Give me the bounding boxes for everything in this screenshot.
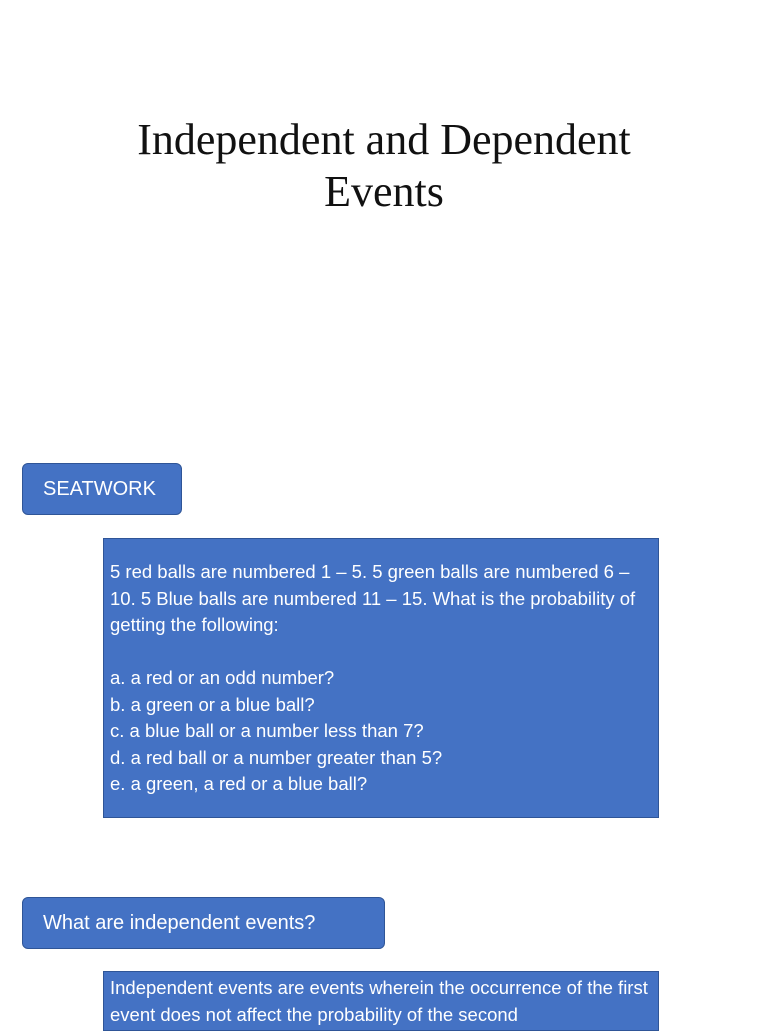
question-e: e. a green, a red or a blue ball? bbox=[110, 773, 368, 794]
independent-events-definition: Independent events are events wherein the occurrence of the first event does not affect the probability of the second bbox=[110, 977, 648, 1025]
question-d: d. a red ball or a number greater than 5? bbox=[110, 746, 443, 768]
seatwork-question-list bbox=[110, 665, 652, 798]
title-line-2: Events bbox=[324, 167, 444, 216]
question-a: a. a red or an odd number? bbox=[110, 667, 335, 688]
question-b: b. a green or a blue ball? bbox=[110, 693, 315, 715]
spacer bbox=[110, 639, 652, 666]
seatwork-intro: 5 red balls are numbered 1 – 5. 5 green balls are numbered 6 – 10. 5 Blue balls are numbered 11 – 15. What is the probability of getting the following: bbox=[110, 561, 636, 635]
independent-events-label bbox=[22, 897, 385, 949]
seatwork-label-text: SEATWORK bbox=[43, 477, 156, 500]
title-line-1: Independent and Dependent bbox=[137, 115, 631, 164]
page-title bbox=[0, 114, 768, 218]
question-c: c. a blue ball or a number less than 7? bbox=[110, 720, 424, 741]
independent-events-label-text: What are independent events? bbox=[43, 911, 316, 934]
seatwork-box bbox=[103, 538, 659, 818]
seatwork-label bbox=[22, 463, 182, 515]
independent-events-definition-box bbox=[103, 971, 659, 1031]
